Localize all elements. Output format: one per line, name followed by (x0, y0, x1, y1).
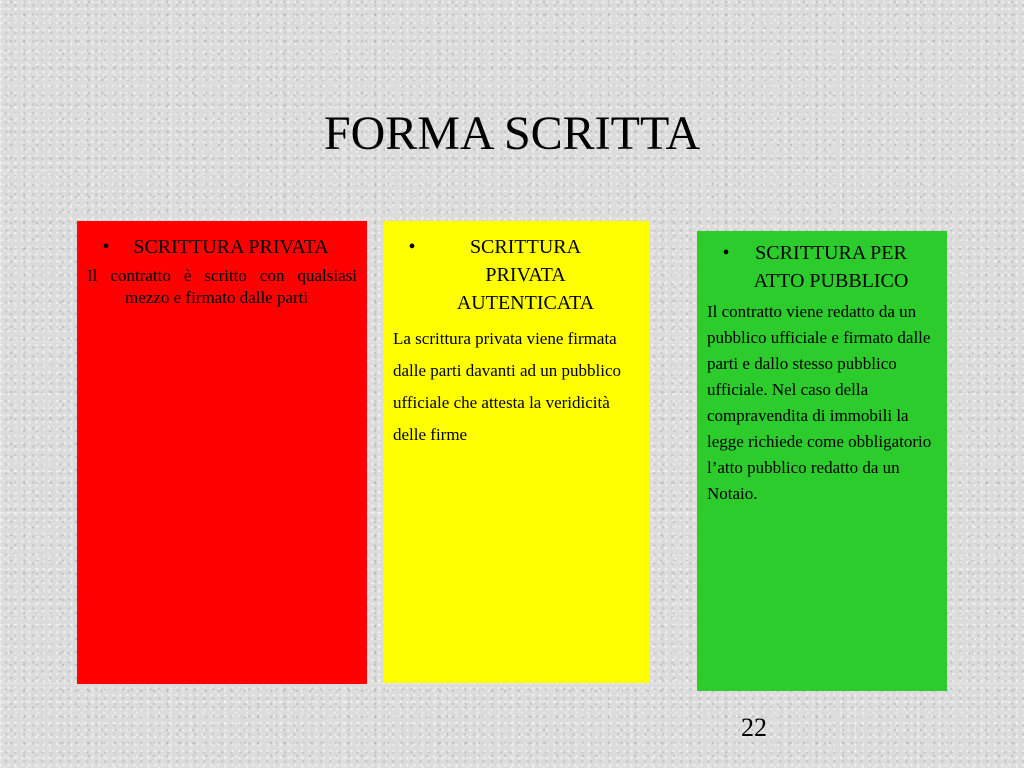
box-heading (707, 239, 937, 295)
heading-text: SCRITTURA PER ATTO PUBBLICO (753, 242, 909, 292)
bullet-icon: • (102, 236, 110, 258)
box-body-text: La scrittura privata viene firmata dalle parti davanti ad un pubblico ufficiale che attesta la veridicità delle firme (393, 329, 622, 444)
box-body-text: Il contratto viene redatto da un pubblico ufficiale e firmato dalle parti e dallo stesso pubblico ufficiale. Nel caso della compravendita di immobili la legge richiede come obbligatorio l’atto pubblico redatto da un Notaio. (707, 302, 932, 503)
box-heading (393, 233, 640, 317)
slide-title: FORMA SCRITTA (323, 107, 701, 160)
box-scrittura-privata-autenticata (383, 221, 650, 683)
box-scrittura-privata (77, 221, 367, 684)
bullet-icon: • (408, 236, 416, 258)
box-scrittura-atto-pubblico (697, 231, 947, 691)
heading-text: SCRITTURA PRIVATA (133, 236, 329, 258)
bullet-icon: • (722, 242, 730, 264)
heading-text: SCRITTURA PRIVATA AUTENTICATA (456, 236, 595, 314)
box-body-text: Il contratto è scritto con qualsiasi mezzo e firmato dalle parti (87, 266, 357, 307)
box-heading (87, 233, 357, 261)
page-number: 22 (741, 713, 767, 742)
